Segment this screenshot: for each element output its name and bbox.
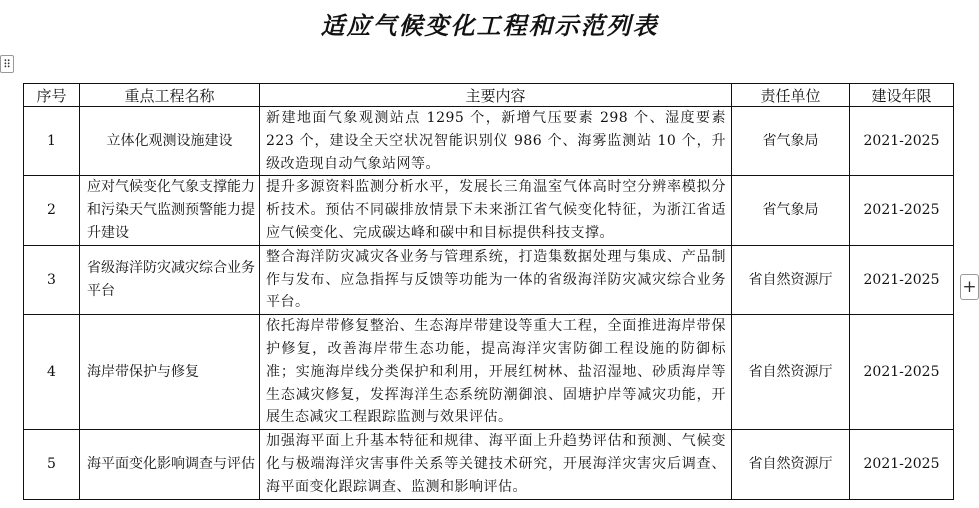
cell-content: 提升多源资料监测分析水平，发展长三角温室气体高时空分辨率模拟分析技术。预估不同碳排放情景下未来浙江省气候变化特征，为浙江省适应气候变化、完成碳达峰和碳中和目标提供科技支撑。 bbox=[260, 176, 732, 245]
cell-years: 2021-2025 bbox=[850, 315, 954, 430]
plus-icon: + bbox=[962, 277, 977, 297]
cell-unit: 省自然资源厅 bbox=[732, 430, 850, 499]
cell-unit: 省自然资源厅 bbox=[732, 245, 850, 314]
table-row bbox=[24, 176, 954, 245]
header-content: 主要内容 bbox=[260, 84, 732, 107]
cell-content: 加强海平面上升基本特征和规律、海平面上升趋势评估和预测、气候变化与极端海洋灾害事件关系等关键技术研究，开展海洋灾害灾后调查、海平面变化跟踪调查、监测和影响评估。 bbox=[260, 430, 732, 499]
cell-name: 海平面变化影响调查与评估 bbox=[80, 430, 260, 499]
cell-name: 海岸带保护与修复 bbox=[80, 315, 260, 430]
cell-content: 新建地面气象观测站点 1295 个，新增气压要素 298 个、湿度要素 223 个，建设全天空状况智能识别仪 986 个、海雾监测站 10 个，升级改造现自动气象站网等。 bbox=[260, 107, 732, 176]
cell-content: 整合海洋防灾减灾各业务与管理系统，打造集数据处理与集成、产品制作与发布、应急指挥与反馈等功能为一体的省级海洋防灾减灾综合业务平台。 bbox=[260, 245, 732, 314]
cell-no: 3 bbox=[24, 245, 80, 314]
projects-table bbox=[23, 83, 954, 500]
table-drag-handle-icon[interactable]: ⠿ bbox=[0, 55, 14, 73]
cell-years: 2021-2025 bbox=[850, 430, 954, 499]
cell-no: 1 bbox=[24, 107, 80, 176]
header-years: 建设年限 bbox=[850, 84, 954, 107]
table-row bbox=[24, 245, 954, 314]
header-no: 序号 bbox=[24, 84, 80, 107]
cell-no: 5 bbox=[24, 430, 80, 499]
add-column-button[interactable] bbox=[960, 274, 979, 300]
cell-unit: 省自然资源厅 bbox=[732, 315, 850, 430]
cell-no: 2 bbox=[24, 176, 80, 245]
cell-years: 2021-2025 bbox=[850, 176, 954, 245]
table-header-row bbox=[24, 84, 954, 107]
cell-no: 4 bbox=[24, 315, 80, 430]
cell-years: 2021-2025 bbox=[850, 107, 954, 176]
page-title: 适应气候变化工程和示范列表 bbox=[320, 11, 659, 40]
table-row bbox=[24, 430, 954, 499]
cell-name: 省级海洋防灾减灾综合业务平台 bbox=[80, 245, 260, 314]
cell-years: 2021-2025 bbox=[850, 245, 954, 314]
cell-name: 立体化观测设施建设 bbox=[80, 107, 260, 176]
cell-unit: 省气象局 bbox=[732, 107, 850, 176]
table-row bbox=[24, 107, 954, 176]
header-name: 重点工程名称 bbox=[80, 84, 260, 107]
cell-content: 依托海岸带修复整治、生态海岸带建设等重大工程，全面推进海岸带保护修复，改善海岸带生态功能，提高海洋灾害防御工程设施的防御标准；实施海岸线分类保护和利用，开展红树林、盐沼湿地、砂质海岸等生态减灾修复，发挥海洋生态系统防潮御浪、固塘护岸等减灾功能，开展生态减灾工程跟踪监测与效果评估。 bbox=[260, 315, 732, 430]
cell-name: 应对气候变化气象支撑能力和污染天气监测预警能力提升建设 bbox=[80, 176, 260, 245]
cell-unit: 省气象局 bbox=[732, 176, 850, 245]
table-row bbox=[24, 315, 954, 430]
header-unit: 责任单位 bbox=[732, 84, 850, 107]
